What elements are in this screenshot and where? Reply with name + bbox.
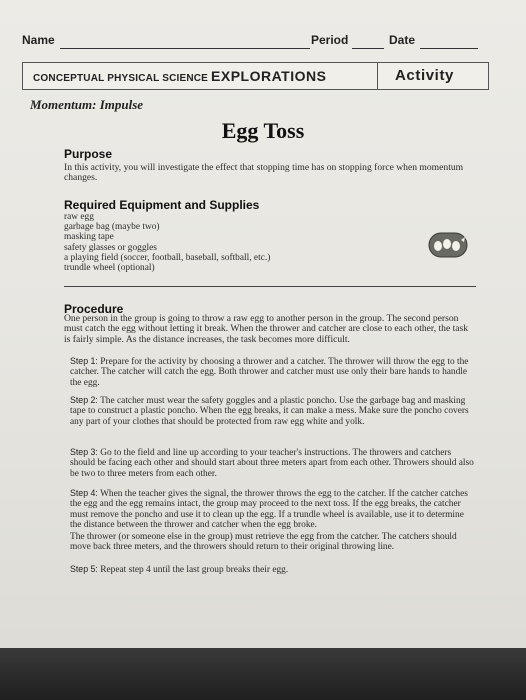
list-item: masking tape: [64, 232, 114, 243]
series-banner: [22, 62, 489, 90]
equipment-list: [64, 212, 270, 273]
list-item: garbage bag (maybe two): [64, 222, 160, 233]
step-label: Step 5:: [70, 564, 98, 574]
step-text: The catcher must wear the safety goggles and a plastic poncho. Use the garbage bag and masking tape to construct a plastic poncho. When the egg breaks, it can make a mess. Make sure the poncho covers any part of your clothes that should be protected from raw egg white and yolk.: [70, 396, 469, 427]
step-5: [70, 564, 474, 575]
purpose-text: In this activity, you will investigate the effect that stopping time has on stopping force when momentum changes.: [64, 162, 464, 184]
list-item: a playing field (soccer, football, baseball, softball, etc.): [64, 252, 271, 263]
step-text: The thrower (or someone else in the group) must retrieve the egg from the catcher. The catchers should move back three meters, and the throwers should return to their original throwing line.: [70, 532, 457, 553]
purpose-heading: Purpose: [64, 147, 113, 161]
step-text: Prepare for the activity by choosing a thrower and a catcher. The thrower will throw the egg to the catcher. The catcher will catch the egg. Both thrower and catcher must use only their bare hands to handle the egg.: [70, 357, 469, 388]
section-divider: [64, 286, 476, 287]
activity-label: Activity: [395, 67, 454, 84]
list-item: raw egg: [64, 212, 94, 222]
series-name: [33, 68, 326, 84]
period-line: [352, 48, 384, 49]
date-line: [420, 48, 478, 49]
step-4-continued: [70, 532, 474, 553]
period-label: Period: [311, 33, 349, 47]
step-4: [70, 488, 474, 531]
step-2: [70, 395, 474, 427]
list-item: trundle wheel (optional): [64, 263, 155, 274]
series-big: EXPLORATIONS: [211, 68, 327, 84]
banner-divider: [377, 63, 378, 89]
procedure-heading: Procedure: [64, 302, 124, 316]
topic-subtitle: Momentum: Impulse: [30, 97, 144, 112]
step-label: Step 4:: [70, 488, 98, 498]
step-text: When the teacher gives the signal, the thrower throws the egg to the catcher. If the catcher catches the egg and the egg remains intact, the group may proceed to the next toss. If the egg breaks, the catcher must remove the poncho and use it to clean up the egg. If a trundle wheel is available, use it to determine the distance between the thrower and catcher when the egg broke.: [70, 489, 468, 531]
equipment-heading: Required Equipment and Supplies: [64, 198, 260, 212]
step-label: Step 2:: [70, 395, 98, 405]
series-small: CONCEPTUAL PHYSICAL SCIENCE: [33, 73, 209, 84]
eggs-illustration-icon: [428, 232, 468, 258]
list-item: safety glasses or goggles: [64, 242, 157, 253]
procedure-intro: One person in the group is going to throw a raw egg to another person in the group. The second person must catch the egg without letting it break. When the thrower and catcher are close to each other, the task is fairly simple. As the distance increases, the task becomes more difficult.: [64, 313, 469, 345]
date-label: Date: [389, 33, 416, 47]
dark-background: [0, 648, 526, 700]
step-label: Step 3:: [70, 447, 98, 457]
page-title: Egg Toss: [221, 118, 305, 143]
step-text: Go to the field and line up according to your teacher's instructions. The throwers and catchers should be facing each other and should start about three meters apart from each other. Throwers should also be two to three meters from each other.: [70, 448, 474, 479]
step-1: [70, 356, 474, 388]
name-line: [60, 48, 310, 49]
step-label: Step 1:: [70, 356, 98, 366]
step-text: Repeat step 4 until the last group breaks their egg.: [100, 565, 289, 575]
name-label: Name: [22, 33, 55, 47]
step-3: [70, 447, 474, 479]
